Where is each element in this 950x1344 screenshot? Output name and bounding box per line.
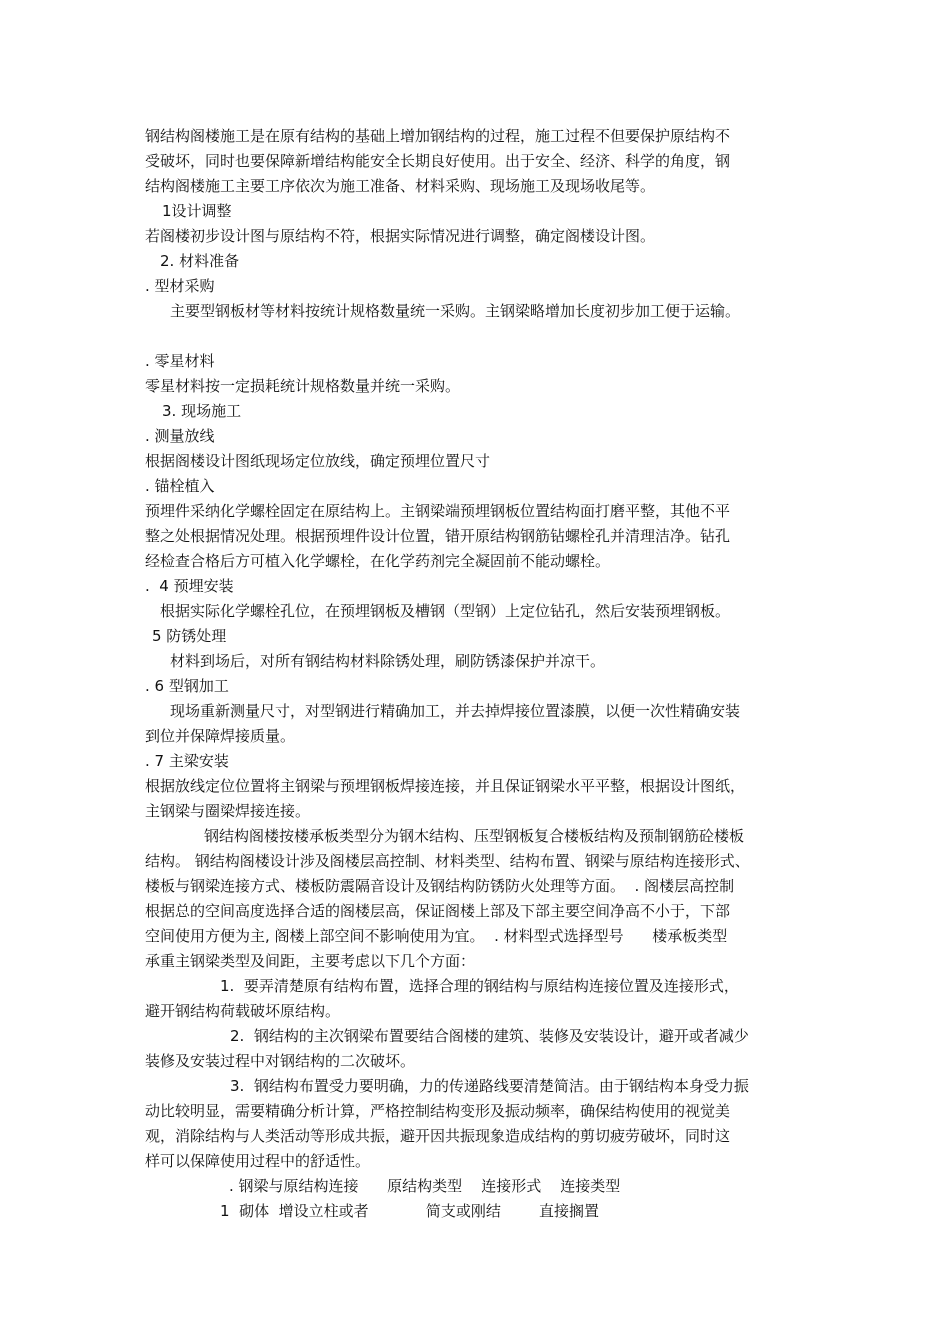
subsection-heading: . 零星材料 xyxy=(145,352,215,370)
paragraph-line: 预埋件采纳化学螺栓固定在原结构上。主钢梁端预埋钢板位置结构面打磨平整，其他不平 xyxy=(145,502,731,520)
paragraph-line: 主要型钢板材等材料按统计规格数量统一采购。主钢梁略增加长度初步加工便于运输。 xyxy=(170,302,741,320)
paragraph-line: 楼板与钢梁连接方式、楼板防震隔音设计及钢结构防锈防火处理等方面。 . 阁楼层高控制 xyxy=(145,877,735,895)
paragraph-line: 根据实际化学螺栓孔位，在预埋钢板及槽钢（型钢）上定位钻孔，然后安装预埋钢板。 xyxy=(160,602,731,620)
paragraph-line: 主钢梁与圈梁焊接连接。 xyxy=(145,802,311,820)
paragraph-line: 整之处根据情况处理。根据预埋件设计位置，错开原结构钢筋钻螺栓孔并清理洁净。钻孔 xyxy=(145,527,731,545)
table-row-line: 1 砌体 增设立柱或者 简支或刚结 直接搁置 xyxy=(220,1202,599,1220)
paragraph-line: 结构阁楼施工主要工序依次为施工准备、材料采购、现场施工及现场收尾等。 xyxy=(145,177,656,195)
subsection-heading: 5 防锈处理 xyxy=(152,627,227,645)
paragraph-line: 材料到场后，对所有钢结构材料除锈处理，刷防锈漆保护并凉干。 xyxy=(170,652,606,670)
paragraph-line: 空间使用方便为主, 阁楼上部空间不影响使用为宜。 . 材料型式选择型号 楼承板类型 xyxy=(145,927,728,945)
paragraph-line: 根据阁楼设计图纸现场定位放线，确定预埋位置尺寸 xyxy=(145,452,491,470)
paragraph-line: 受破坏，同时也要保障新增结构能安全长期良好使用。出于安全、经济、科学的角度，钢 xyxy=(145,152,731,170)
list-item-line: 观，消除结构与人类活动等形成共振，避开因共振现象造成结构的剪切疲劳破坏，同时这 xyxy=(145,1127,731,1145)
section-heading: 2. 材料准备 xyxy=(160,252,240,270)
paragraph-line: 零星材料按一定损耗统计规格数量并统一采购。 xyxy=(145,377,461,395)
paragraph-line: 钢结构阁楼施工是在原有结构的基础上增加钢结构的过程，施工过程不但要保护原结构不 xyxy=(145,127,731,145)
list-item-line: 3. 钢结构布置受力要明确，力的传递路线要清楚简洁。由于钢结构本身受力振 xyxy=(230,1077,749,1095)
paragraph-line: 到位并保障焊接质量。 xyxy=(145,727,296,745)
list-item-line: 避开钢结构荷载破坏原结构。 xyxy=(145,1002,341,1020)
paragraph-line: 根据放线定位位置将主钢梁与预埋钢板焊接连接，并且保证钢梁水平平整，根据设计图纸， xyxy=(145,777,746,795)
subsection-heading: . 7 主梁安装 xyxy=(145,752,229,770)
list-item-line: 1. 要弄清楚原有结构布置，选择合理的钢结构与原结构连接位置及连接形式， xyxy=(220,977,739,995)
paragraph-line: 现场重新测量尺寸，对型钢进行精确加工，并去掉焊接位置漆膜，以便一次性精确安装 xyxy=(170,702,741,720)
subsection-heading: . 4 预埋安装 xyxy=(145,577,234,595)
list-item-line: 2. 钢结构的主次钢梁布置要结合阁楼的建筑、装修及安装设计，避开或者减少 xyxy=(230,1027,749,1045)
subsection-heading: . 锚栓植入 xyxy=(145,477,215,495)
section-heading: 1设计调整 xyxy=(162,202,232,220)
paragraph-line: 根据总的空间高度选择合适的阁楼层高，保证阁楼上部及下部主要空间净高不小于，下部 xyxy=(145,902,731,920)
paragraph-line: 结构。 钢结构阁楼设计涉及阁楼层高控制、材料类型、结构布置、钢梁与原结构连接形式、 xyxy=(145,852,750,870)
paragraph-line: 承重主钢梁类型及间距，主要考虑以下几个方面： xyxy=(145,952,476,970)
paragraph-line: 经检查合格后方可植入化学螺栓，在化学药剂完全凝固前不能动螺栓。 xyxy=(145,552,611,570)
paragraph-line: 若阁楼初步设计图与原结构不符，根据实际情况进行调整，确定阁楼设计图。 xyxy=(145,227,656,245)
list-item-line: 动比较明显，需要精确分析计算，严格控制结构变形及振动频率，确保结构使用的视觉美 xyxy=(145,1102,731,1120)
section-heading: 3. 现场施工 xyxy=(162,402,242,420)
subsection-heading: . 6 型钢加工 xyxy=(145,677,229,695)
list-item-line: 装修及安装过程中对钢结构的二次破坏。 xyxy=(145,1052,416,1070)
paragraph-line: 钢结构阁楼按楼承板类型分为钢木结构、压型钢板复合楼板结构及预制钢筋砼楼板 xyxy=(204,827,745,845)
subsection-heading: . 测量放线 xyxy=(145,427,215,445)
table-header-line: . 钢梁与原结构连接 原结构类型 连接形式 连接类型 xyxy=(229,1177,621,1195)
list-item-line: 样可以保障使用过程中的舒适性。 xyxy=(145,1152,371,1170)
subsection-heading: . 型材采购 xyxy=(145,277,215,295)
